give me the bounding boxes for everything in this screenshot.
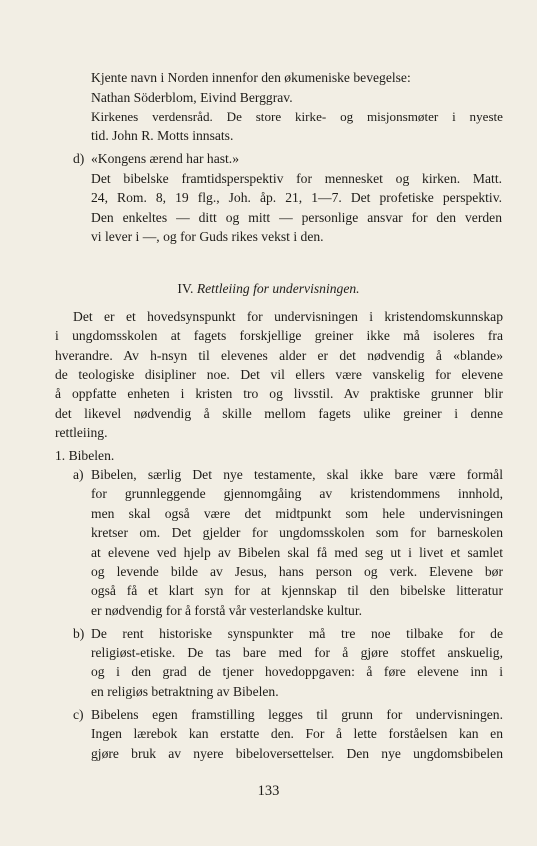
text-line: de teologiske disipliner noe. Det vil ellers være vanskelig for elevene <box>55 367 503 382</box>
text-line: «Kongens ærend har hast.» <box>91 151 239 166</box>
text-line: kretser om. Det gjelder for ungdomsskolen som for barneskolen <box>91 525 503 540</box>
text-line: Nathan Söderblom, Eivind Berggrav. <box>91 90 293 105</box>
item-label: d) <box>73 151 85 166</box>
section-heading <box>0 281 537 297</box>
text-line: også få et klart syn for at kjennskap til den bibelske litteratur <box>91 583 503 598</box>
text-line: er nødvendig for å forstå vår vesterlandske kultur. <box>91 603 363 618</box>
item-label: a) <box>73 467 84 482</box>
text-line: for grunnleggende gjennomgåing av kristendommens innhold, <box>91 486 503 501</box>
text-line: Kjente navn i Norden innenfor den økumeniske bevegelse: <box>91 70 411 85</box>
text-line: at elevene ved hjelp av Bibelen skal få med seg ut i livet et samlet <box>91 545 503 560</box>
item-label: b) <box>73 626 85 641</box>
text-line: De rent historiske synspunkter må tre noe tilbake for de <box>91 626 503 641</box>
text-line: hverandre. Av h-nsyn til elevenes alder er det nødvendig å «blande» <box>55 348 503 363</box>
page-number: 133 <box>257 783 280 799</box>
text-line: Det bibelske framtidsperspektiv for mennesket og kirken. Matt. <box>91 171 502 186</box>
section-number: IV. <box>177 281 194 296</box>
text-line: Kirkenes verdensråd. De store kirke- og misjonsmøter i nyeste <box>91 109 503 124</box>
text-line: og i den grad de tjener hovedoppgaven: å føre elevene inn i <box>91 664 503 679</box>
text-line: en religiøs betraktning av Bibelen. <box>91 684 279 699</box>
subsection-label: 1. Bibelen. <box>55 448 115 463</box>
text-line: og levende bilde av Jesus, hans person og verk. Elevene bør <box>91 564 503 579</box>
text-line: Den enkeltes — ditt og mitt — personlige ansvar for den verden <box>91 210 502 225</box>
text-line: i ungdomsskolen at fagets forskjellige greiner ikke må isoleres fra <box>55 328 503 343</box>
text-line: å oppfatte enheten i kristen tro og livsstil. Av praktiske grunner blir <box>55 386 503 401</box>
text-line: gjøre bruk av nyere bibeloversettelser. Den nye ungdomsbibelen <box>91 746 503 761</box>
text-line: religiøst-etiske. De tas bare med for å gjøre stoffet anskuelig, <box>91 645 503 660</box>
text-line: Det er et hovedsynspunkt for undervisningen i kristendomskunnskap <box>73 309 503 324</box>
text-line: det likevel nødvendig å skille mellom fagets ulike greiner i denne <box>55 406 503 421</box>
text-line: men skal også være det midtpunkt som hele undervisningen <box>91 506 503 521</box>
text-line: 24, Rom. 8, 19 flg., Joh. åp. 21, 1—7. Det profetiske perspektiv. <box>91 190 502 205</box>
section-title: Rettleiing for undervisningen. <box>196 281 360 296</box>
text-line: tid. John R. Motts innsats. <box>91 128 234 143</box>
text-line: Bibelens egen framstilling legges til grunn for undervisningen. <box>91 707 503 722</box>
text-line: Ingen lærebok kan erstatte den. For å lette forståelsen kan en <box>91 726 503 741</box>
text-line: Bibelen, særlig Det nye testamente, skal ikke bare være formål <box>91 467 503 482</box>
text-line: vi lever i —, og for Guds rikes vekst i den. <box>91 229 324 244</box>
item-label: c) <box>73 707 84 722</box>
text-line: rettleiing. <box>55 425 108 440</box>
